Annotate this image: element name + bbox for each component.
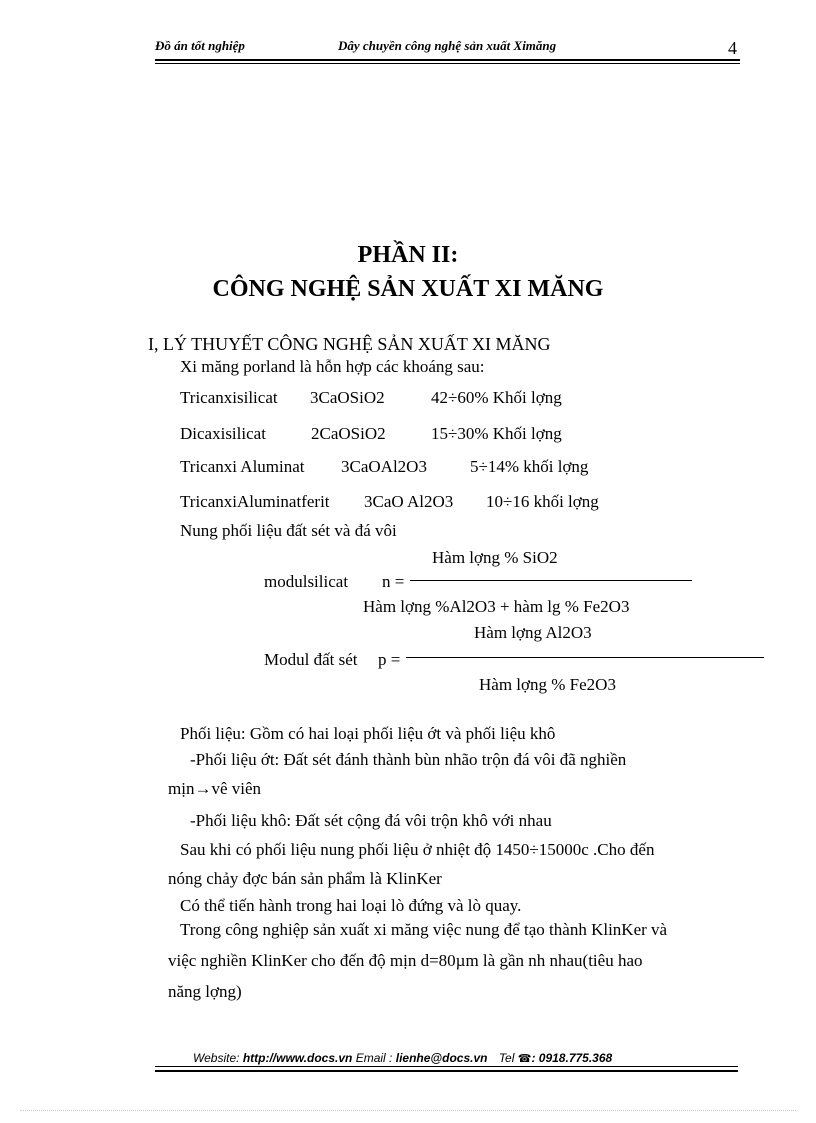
section-intro: Xi măng porland là hỗn hợp các khoáng sau:: [180, 357, 485, 376]
formula2-numerator: Hàm lợng Al2O3: [474, 623, 592, 642]
paragraph: mịn→vê viên: [168, 779, 262, 798]
paragraph: Sau khi có phối liệu nung phối liệu ở nhiệt độ 1450÷15000c .Cho đến: [180, 840, 655, 859]
mineral-formula: 2CaOSiO2: [311, 424, 386, 443]
mineral-formula: 3CaOAl2O3: [341, 457, 427, 476]
nung-text: Nung phối liệu đất sét và đá vôi: [180, 521, 397, 540]
formula2-var: p =: [378, 650, 401, 669]
mineral-range: 15÷30% Khối lợng: [431, 424, 562, 443]
footer-email-link[interactable]: lienhe@docs.vn: [395, 1051, 488, 1065]
paragraph: Có thể tiến hành trong hai loại lò đứng và lò quay.: [180, 896, 522, 915]
footer-rule: [155, 1070, 738, 1072]
mineral-name: Dicaxisilicat: [180, 424, 266, 443]
page-number: 4: [728, 38, 737, 58]
paragraph: -Phối liệu khô: Đất sét cộng đá vôi trộn khô với nhau: [190, 811, 552, 830]
mineral-name: TricanxiAluminatferit: [180, 492, 330, 511]
formula1-numerator: Hàm lợng % SiO2: [432, 548, 558, 567]
mineral-formula: 3CaOSiO2: [310, 388, 385, 407]
paragraph: Phối liệu: Gồm có hai loại phối liệu ớt và phối liệu khô: [180, 724, 556, 743]
section-heading: I, LÝ THUYẾT CÔNG NGHỆ SẢN XUẤT XI MĂNG: [148, 334, 551, 354]
footer-rule-thin: [155, 1066, 738, 1067]
formula1-fraction-bar: [410, 580, 692, 581]
part-title: PHẦN II:: [357, 242, 459, 268]
paragraph: việc nghiền KlinKer cho đến độ mịn d=80µm là gần nh nhau(tiêu hao: [168, 951, 643, 970]
paragraph: nóng chảy đợc bán sản phẩm là KlinKer: [168, 869, 442, 888]
mineral-formula: 3CaO Al2O3: [364, 492, 454, 511]
paragraph: năng lợng): [168, 982, 242, 1001]
header-rule-thin: [155, 63, 740, 64]
header-rule: [155, 59, 740, 61]
formula1-denominator: Hàm lợng %Al2O3 + hàm lg % Fe2O3: [363, 597, 630, 616]
mineral-name: Tricanxisilicat: [180, 388, 278, 407]
mineral-range: 5÷14% khối lợng: [470, 457, 589, 476]
part-subtitle: CÔNG NGHỆ SẢN XUẤT XI MĂNG: [212, 276, 604, 302]
footer: [193, 1051, 612, 1065]
formula2-fraction-bar: [406, 657, 764, 658]
footer-website-link[interactable]: http://www.docs.vn: [242, 1051, 353, 1065]
mineral-range: 42÷60% Khối lợng: [431, 388, 562, 407]
formula2-label: Modul đất sét: [264, 650, 358, 669]
formula2-denominator: Hàm lợng % Fe2O3: [479, 675, 616, 694]
mineral-range: 10÷16 khối lợng: [486, 492, 599, 511]
footer-email-label: Email :: [355, 1051, 393, 1065]
footer-phone: : 0918.775.368: [531, 1051, 613, 1065]
footer-website-label: Website:: [193, 1051, 240, 1065]
header-left: Đồ án tốt nghiệp: [155, 38, 245, 53]
formula1-var: n =: [382, 572, 405, 591]
footer-tel-label: Tel: [498, 1051, 515, 1065]
paragraph: Trong công nghiệp sản xuất xi măng việc nung để tạo thành KlinKer và: [180, 920, 668, 939]
page-edge-dots: [20, 1110, 796, 1111]
header-center: Dây chuyền công nghệ sản xuất Ximăng: [338, 38, 557, 53]
phone-icon: ☎: [517, 1053, 532, 1065]
mineral-name: Tricanxi Aluminat: [180, 457, 305, 476]
formula1-label: modulsilicat: [264, 572, 349, 591]
paragraph: -Phối liệu ớt: Đất sét đánh thành bùn nhão trộn đá vôi đã nghiền: [190, 750, 627, 769]
